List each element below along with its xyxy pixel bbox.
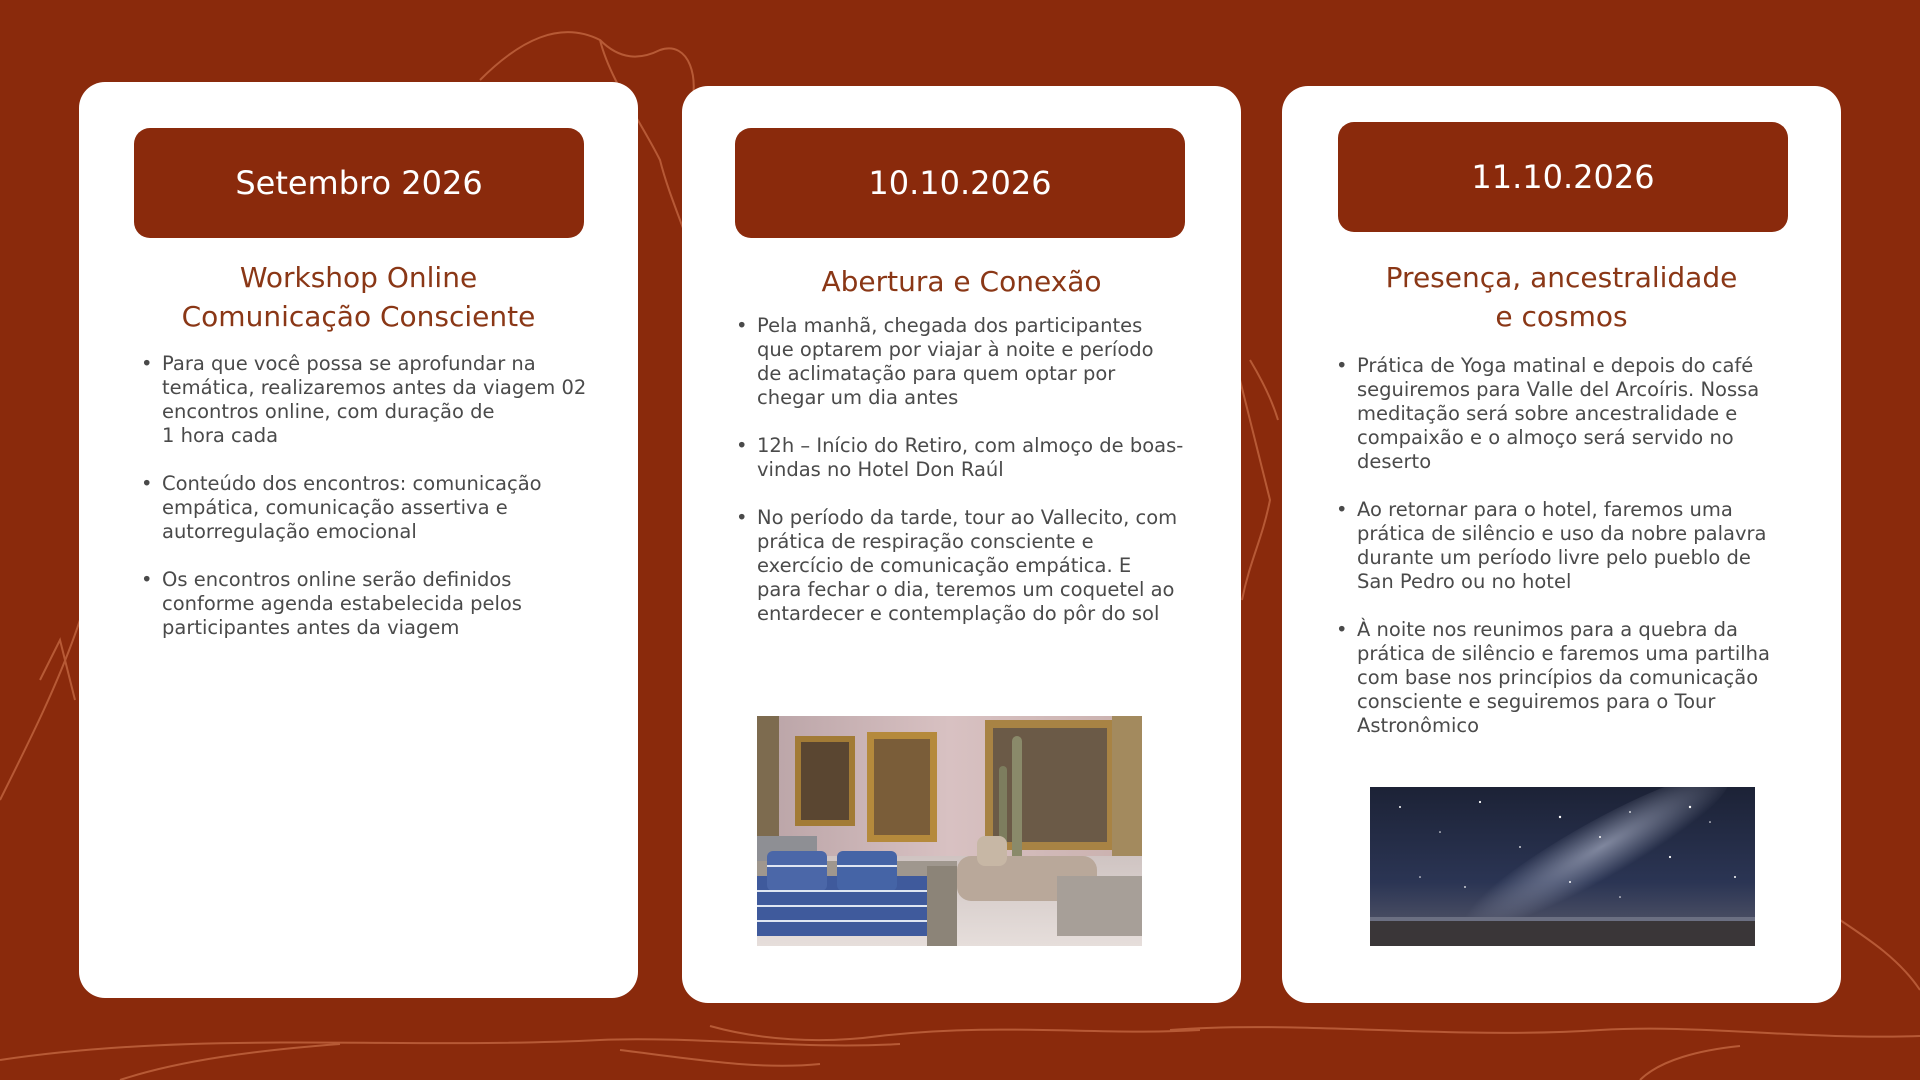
date-badge: 10.10.2026 <box>735 128 1185 238</box>
bullet-list <box>1336 354 1806 762</box>
date-badge: 11.10.2026 <box>1338 122 1788 232</box>
bullet-item: • Pela manhã, chegada dos participantes que optarem por viajar à noite e período de aclimatação para quem optar por chegar um dia antes <box>736 314 1216 410</box>
bullet-item: • 12h – Início do Retiro, com almoço de boas- vindas no Hotel Don Raúl <box>736 434 1216 482</box>
bullet-list <box>736 314 1216 650</box>
card-september-workshop <box>79 82 638 998</box>
bullet-item: • Os encontros online serão definidos conforme agenda estabelecida pelos participantes antes da viagem <box>141 568 601 640</box>
hotel-patio-photo <box>757 716 1142 946</box>
date-badge: Setembro 2026 <box>134 128 584 238</box>
card-title <box>1302 258 1821 336</box>
bullet-item: • À noite nos reunimos para a quebra da prática de silêncio e faremos uma partilha com base nos princípios da comunicação consciente e seguiremos para o Tour Astronômico <box>1336 618 1806 738</box>
card-title-text: Workshop Online Comunicação Consciente <box>181 261 536 333</box>
bullet-item: • Prática de Yoga matinal e depois do café seguiremos para Valle del Arcoíris. Nossa meditação será sobre ancestralidade e compaixão e o almoço será servido no deserto <box>1336 354 1806 474</box>
card-october-11 <box>1282 86 1841 1003</box>
bullet-item: • Ao retornar para o hotel, faremos uma prática de silêncio e uso da nobre palavra durante um período livre pelo pueblo de San Pedro ou no hotel <box>1336 498 1806 594</box>
card-title <box>99 258 618 336</box>
milky-way-night-sky-photo <box>1370 787 1755 946</box>
card-october-10 <box>682 86 1241 1003</box>
card-title-text: Presença, ancestralidade e cosmos <box>1385 261 1738 333</box>
bullet-item: • Conteúdo dos encontros: comunicação empática, comunicação assertiva e autorregulação emocional <box>141 472 601 544</box>
card-title <box>702 262 1221 301</box>
bullet-item: • No período da tarde, tour ao Vallecito, com prática de respiração consciente e exercício de comunicação empática. E para fechar o dia, teremos um coquetel ao entardecer e contemplação do pôr do sol <box>736 506 1216 626</box>
card-title-text: Abertura e Conexão <box>821 265 1102 298</box>
bullet-list <box>141 352 601 664</box>
bullet-item: • Para que você possa se aprofundar na temática, realizaremos antes da viagem 02 encontros online, com duração de 1 hora cada <box>141 352 601 448</box>
